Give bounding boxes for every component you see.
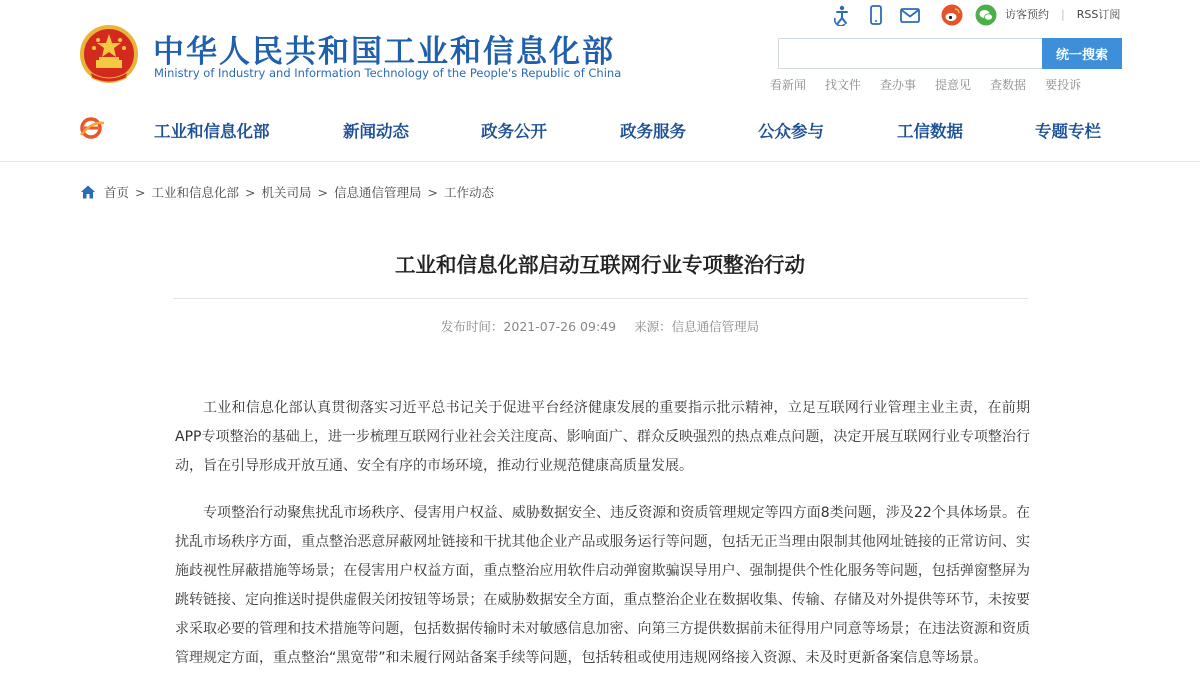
source-label: 来源： — [634, 319, 672, 334]
quick-link-files[interactable]: 找文件 — [825, 78, 862, 92]
site-header — [0, 0, 1200, 162]
nav-item-news[interactable]: 新闻动态 — [343, 122, 409, 141]
article-title: 工业和信息化部启动互联网行业专项整治行动 — [395, 253, 805, 277]
article-paragraph: 工业和信息化部认真贯彻落实习近平总书记关于促进平台经济健康发展的重要指示批示精神，立足互联网行业管理主业主责，在前期APP专项整治的基础上，进一步梳理互联网行业社会关注度高、影响面广、群众反映强烈的热点难点问题，决定开展互联网行业专项整治行动，旨在引导形成开放互通、安全有序的市场环境，推动行业规范健康高质量发展。 — [175, 400, 1030, 474]
breadcrumb-home[interactable]: 首页 — [104, 185, 130, 200]
nav-item-gov-affairs[interactable]: 政务公开 — [481, 122, 547, 141]
visitor-appointment-link[interactable]: 访客预约 — [1005, 8, 1049, 21]
top-icon-bar — [830, 2, 1008, 28]
breadcrumb-miit[interactable]: 工业和信息化部 — [151, 185, 240, 200]
quick-link-news[interactable]: 看新闻 — [770, 78, 807, 92]
title-divider — [173, 298, 1028, 299]
quick-link-services[interactable]: 查办事 — [880, 78, 917, 92]
nav-item-miit[interactable]: 工业和信息化部 — [154, 122, 270, 141]
nav-item-topics[interactable]: 专题专栏 — [1035, 122, 1101, 141]
quick-links — [770, 76, 1081, 93]
article-body — [175, 394, 1030, 691]
rss-link[interactable]: RSS订阅 — [1076, 8, 1121, 21]
accessibility-icon[interactable] — [830, 3, 854, 27]
site-name-en: Ministry of Industry and Information Technology of the People's Republic of China — [154, 66, 622, 80]
home-icon — [80, 184, 96, 200]
top-links — [1005, 6, 1120, 22]
breadcrumb-bureau[interactable]: 信息通信管理局 — [334, 185, 422, 200]
publish-time: 2021-07-26 09:49 — [503, 319, 617, 334]
nav-item-data[interactable]: 工信数据 — [897, 122, 963, 141]
breadcrumb — [80, 183, 494, 201]
nav-item-participation[interactable]: 公众参与 — [758, 122, 824, 141]
mobile-icon[interactable] — [864, 3, 888, 27]
national-emblem-icon[interactable] — [78, 24, 140, 86]
quick-link-data[interactable]: 查数据 — [990, 78, 1027, 92]
wechat-icon[interactable] — [974, 3, 998, 27]
main-nav — [0, 114, 1200, 144]
site-name-cn[interactable]: 中华人民共和国工业和信息化部 — [153, 34, 615, 70]
breadcrumb-work-news[interactable]: 工作动态 — [444, 185, 495, 200]
top-link-separator: | — [1061, 7, 1065, 21]
publish-label: 发布时间： — [440, 319, 504, 334]
mail-icon[interactable] — [898, 3, 922, 27]
breadcrumb-separator: > — [427, 184, 438, 200]
breadcrumb-departments[interactable]: 机关司局 — [261, 185, 312, 200]
search-input[interactable] — [778, 38, 1043, 69]
search-button[interactable]: 统一搜索 — [1042, 38, 1122, 69]
weibo-icon[interactable] — [940, 3, 964, 27]
article-source: 信息通信管理局 — [671, 319, 760, 334]
breadcrumb-separator: > — [245, 184, 256, 200]
quick-link-feedback[interactable]: 提意见 — [935, 78, 972, 92]
breadcrumb-separator: > — [135, 184, 146, 200]
nav-item-gov-services[interactable]: 政务服务 — [620, 122, 686, 141]
article-meta — [0, 317, 1200, 335]
breadcrumb-separator: > — [317, 184, 328, 200]
article-paragraph: 专项整治行动聚焦扰乱市场秩序、侵害用户权益、威胁数据安全、违反资源和资质管理规定等四方面8类问题，涉及22个具体场景。在扰乱市场秩序方面，重点整治恶意屏蔽网址链接和干扰其他企业产品或服务运行等问题，包括无正当理由限制其他网址链接的正常访问、实施歧视性屏蔽措施等场景；在侵害用户权益方面，重点整治应用软件启动弹窗欺骗误导用户、强制提供个性化服务等问题，包括弹窗整屏为跳转链接、定向推送时提供虚假关闭按钮等场景；在威胁数据安全方面，重点整治企业在数据收集、传输、存储及对外提供等环节，未按要求采取必要的管理和技术措施等问题，包括数据传输时未对敏感信息加密、向第三方提供数据前未征得用户同意等场景；在违法资源和资质管理规定方面，重点整治“黑宽带”和未履行网站备案手续等问题，包括转租或使用违规网络接入资源、未及时更新备案信息等场景。 — [175, 505, 1030, 666]
quick-link-complaint[interactable]: 要投诉 — [1045, 78, 1082, 92]
